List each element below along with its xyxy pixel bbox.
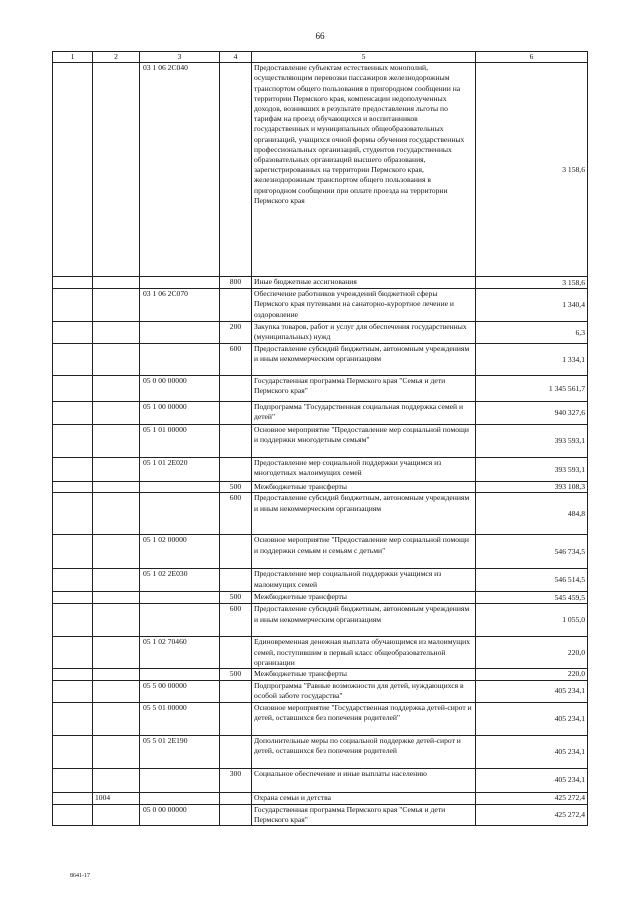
page-number: 66 [315,31,325,41]
footer-code: 8641-17 [70,873,90,879]
cell-c1 [53,569,93,592]
cell-c6: 3 158,6 [476,63,588,277]
cell-c2 [93,736,140,769]
cell-c3 [140,277,220,289]
cell-c1 [53,637,93,669]
cell-c3: 05 1 02 70460 [140,637,220,669]
cell-c6: 220,0 [476,637,588,669]
cell-c1 [53,376,93,402]
cell-c1 [53,604,93,637]
table-row [53,805,588,826]
cell-c4 [220,681,252,703]
table-row [53,604,588,637]
table-header [53,52,588,63]
cell-c1 [53,769,93,793]
cell-c1 [53,63,93,277]
cell-c4: 300 [220,769,252,793]
cell-c1 [53,535,93,569]
cell-c6: 393 593,1 [476,425,588,458]
cell-c1 [53,402,93,425]
cell-c3: 05 1 01 00000 [140,425,220,458]
cell-c2 [93,425,140,458]
table-row [53,458,588,482]
cell-c3 [140,604,220,637]
cell-c4 [220,535,252,569]
cell-c2 [93,703,140,736]
cell-c1 [53,703,93,736]
cell-c3: 03 1 06 2С070 [140,289,220,322]
cell-c4 [220,793,252,805]
cell-c4 [220,289,252,322]
cell-c3: 05 1 02 00000 [140,535,220,569]
table-row [53,425,588,458]
cell-c5: Государственная программа Пермского края "Семья и дети Пермского края" [252,805,476,826]
cell-c4: 200 [220,322,252,344]
cell-c2 [93,592,140,604]
cell-c1 [53,458,93,482]
cell-c6: 546 514,5 [476,569,588,592]
cell-c1 [53,681,93,703]
cell-c1 [53,669,93,681]
cell-c2 [93,344,140,376]
cell-c3 [140,592,220,604]
cell-c3 [140,344,220,376]
cell-c6: 545 459,5 [476,592,588,604]
cell-c3: 05 1 02 2Е030 [140,569,220,592]
table-row [53,493,588,535]
cell-c6: 405 234,1 [476,769,588,793]
cell-c6: 1 334,1 [476,344,588,376]
cell-c5: Предоставление субсидий бюджетным, автономным учреждениям и иным некоммерческим организациям [252,493,476,535]
column-header: 6 [476,52,588,63]
cell-c5: Единовременная денежная выплата обучающимся из малоимущих семей, поступившим в первый класс общеобразовательной организации [252,637,476,669]
cell-c4 [220,376,252,402]
cell-c3: 05 0 00 00000 [140,805,220,826]
cell-c5: Межбюджетные трансферты [252,669,476,681]
cell-c4: 500 [220,482,252,493]
cell-c6: 425 272,4 [476,793,588,805]
cell-c2 [93,604,140,637]
table-row [53,63,588,277]
cell-c5: Предоставление субсидий бюджетным, автономным учреждениям и иным некоммерческим организациям [252,344,476,376]
cell-c4: 600 [220,493,252,535]
column-header: 2 [93,52,140,63]
cell-c3: 05 5 01 2Е190 [140,736,220,769]
cell-c1 [53,425,93,458]
cell-c6: 1 055,0 [476,604,588,637]
cell-c2 [93,637,140,669]
cell-c5: Подпрограмма "Государственная социальная поддержка семей и детей" [252,402,476,425]
column-header: 1 [53,52,93,63]
cell-c2: 1004 [93,793,140,805]
cell-c2 [93,277,140,289]
cell-c6: 405 234,1 [476,736,588,769]
header-row [53,52,588,63]
cell-c5: Основное мероприятие "Предоставление мер социальной помощи и поддержки семьям и семьям с детьми" [252,535,476,569]
cell-c1 [53,289,93,322]
column-header: 4 [220,52,252,63]
cell-c4: 500 [220,669,252,681]
cell-c5: Подпрограмма "Равные возможности для детей, нуждающихся в особой заботе государства" [252,681,476,703]
cell-c4: 600 [220,604,252,637]
table-row [53,793,588,805]
cell-c6: 484,8 [476,493,588,535]
cell-c1 [53,736,93,769]
cell-c5: Иные бюджетные ассигнования [252,277,476,289]
table-row [53,344,588,376]
table-row [53,592,588,604]
cell-c1 [53,592,93,604]
column-header: 5 [252,52,476,63]
cell-c3 [140,482,220,493]
cell-c4 [220,703,252,736]
table-row [53,769,588,793]
cell-c4 [220,458,252,482]
cell-c5: Предоставление субсидий бюджетным, автономным учреждениям и иным некоммерческим организациям [252,604,476,637]
cell-c5: Межбюджетные трансферты [252,592,476,604]
cell-c5: Закупка товаров, работ и услуг для обеспечения государственных (муниципальных) нужд [252,322,476,344]
cell-c3: 05 1 01 2Е020 [140,458,220,482]
cell-c5: Предоставление субъектам естественных монополий, осуществляющим перевозки пассажиров железнодорожным транспортом общего пользования в пригородном сообщении на территории Пермского края, компенсации недополученных доходов, возникших в результате предоставления льготы по тарифам на проезд обучающихся и воспитанников государственных и муниципальных общеобразовательных организаций, учащихся очной формы обучения государственных профессиональных организаций, студентов государственных образовательных организаций высшего образования, зарегистрированных на территории Пермского края, железнодорожным транспортом общего пользования в пригородном сообщении при оплате проезда на территории Пермского края [252,63,476,277]
cell-c1 [53,482,93,493]
cell-c4 [220,569,252,592]
cell-c6: 1 340,4 [476,289,588,322]
cell-c2 [93,458,140,482]
cell-c2 [93,569,140,592]
cell-c2 [93,63,140,277]
cell-c6: 425 272,4 [476,805,588,826]
cell-c2 [93,482,140,493]
cell-c4 [220,425,252,458]
cell-c2 [93,805,140,826]
cell-c5: Охрана семьи и детства [252,793,476,805]
table-body [53,63,588,826]
table-row [53,376,588,402]
cell-c2 [93,681,140,703]
table-row [53,569,588,592]
table-row [53,703,588,736]
cell-c3 [140,769,220,793]
cell-c3: 05 5 00 00000 [140,681,220,703]
cell-c2 [93,402,140,425]
cell-c1 [53,344,93,376]
table-row [53,736,588,769]
cell-c6: 3 158,6 [476,277,588,289]
cell-c6: 405 234,1 [476,681,588,703]
cell-c1 [53,493,93,535]
cell-c6: 220,0 [476,669,588,681]
table-row [53,402,588,425]
budget-table [52,51,588,826]
table-row [53,322,588,344]
cell-c4 [220,63,252,277]
cell-c3 [140,669,220,681]
cell-c4 [220,402,252,425]
table-row [53,637,588,669]
cell-c5: Основное мероприятие "Государственная поддержка детей-сирот и детей, оставшихся без попечения родителей" [252,703,476,736]
cell-c4: 500 [220,592,252,604]
cell-c1 [53,805,93,826]
table-row [53,535,588,569]
cell-c6: 405 234,1 [476,703,588,736]
cell-c3: 03 1 06 2С040 [140,63,220,277]
cell-c6: 1 345 561,7 [476,376,588,402]
cell-c6: 393 108,3 [476,482,588,493]
cell-c6: 546 734,5 [476,535,588,569]
cell-c5: Дополнительные меры по социальной поддержке детей-сирот и детей, оставшихся без попечения родителей [252,736,476,769]
cell-c2 [93,289,140,322]
table-row [53,681,588,703]
cell-c5: Обеспечение работников учреждений бюджетной сферы Пермского края путевками на санаторно-курортное лечение и оздоровление [252,289,476,322]
cell-c4: 800 [220,277,252,289]
table-row [53,482,588,493]
cell-c3: 05 0 00 00000 [140,376,220,402]
cell-c4 [220,637,252,669]
cell-c3 [140,493,220,535]
cell-c1 [53,793,93,805]
cell-c1 [53,322,93,344]
table-row [53,669,588,681]
cell-c5: Государственная программа Пермского края "Семья и дети Пермского края" [252,376,476,402]
table-row [53,289,588,322]
cell-c5: Предоставление мер социальной поддержки учащимся из многодетных малоимущих семей [252,458,476,482]
table-row [53,277,588,289]
cell-c6: 393 593,1 [476,458,588,482]
cell-c2 [93,376,140,402]
cell-c2 [93,493,140,535]
cell-c5: Социальное обеспечение и иные выплаты населению [252,769,476,793]
cell-c2 [93,535,140,569]
cell-c2 [93,322,140,344]
cell-c4 [220,736,252,769]
cell-c4: 600 [220,344,252,376]
cell-c6: 940 327,6 [476,402,588,425]
cell-c1 [53,277,93,289]
cell-c3: 05 1 00 00000 [140,402,220,425]
cell-c3: 05 5 01 00000 [140,703,220,736]
cell-c5: Межбюджетные трансферты [252,482,476,493]
cell-c5: Предоставление мер социальной поддержки учащимся из малоимущих семей [252,569,476,592]
cell-c2 [93,769,140,793]
cell-c3 [140,322,220,344]
column-header: 3 [140,52,220,63]
cell-c6: 6,3 [476,322,588,344]
cell-c2 [93,669,140,681]
cell-c3 [140,793,220,805]
cell-c5: Основное мероприятие "Предоставление мер социальной помощи и поддержки многодетным семьям" [252,425,476,458]
cell-c4 [220,805,252,826]
